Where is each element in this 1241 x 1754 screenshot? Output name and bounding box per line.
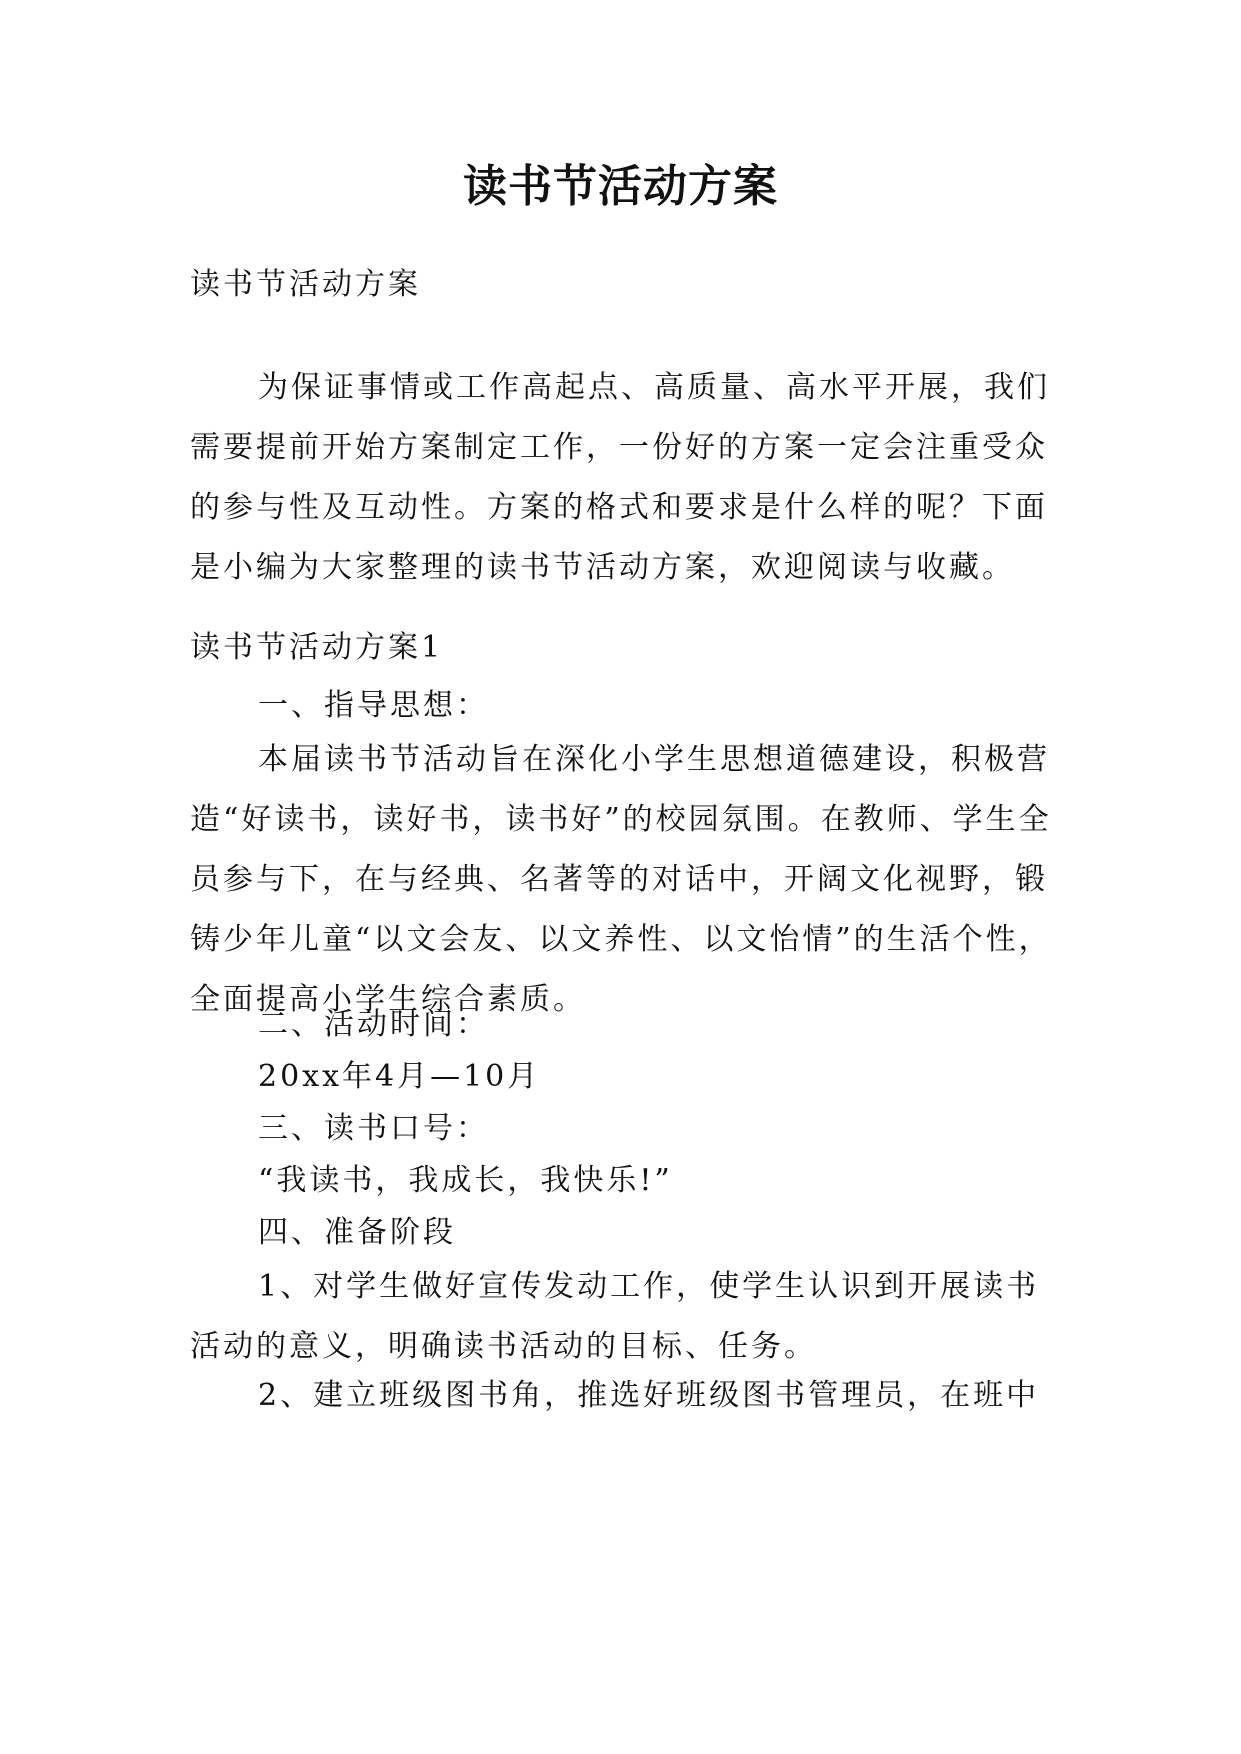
section-title: 读书节活动方案1 bbox=[190, 630, 444, 665]
activity-time-value: 20xx年4月—10月 bbox=[258, 1059, 541, 1094]
heading-slogan: 三、读书口号： bbox=[258, 1111, 489, 1146]
slogan-text: “我读书，我成长，我快乐!” bbox=[258, 1163, 673, 1198]
heading-activity-time: 二、活动时间： bbox=[258, 1007, 489, 1042]
intro-paragraph: 为保证事情或工作高起点、高质量、高水平开展，我们需要提前开始方案制定工作，一份好的方案一定会注重受众的参与性及互动性。方案的格式和要求是什么样的呢？下面是小编为大家整理的读书节活动方案，欢迎阅读与收藏。 bbox=[190, 370, 1050, 585]
heading-preparation: 四、准备阶段 bbox=[258, 1215, 456, 1250]
preparation-item-2: 2、建立班级图书角，推选好班级图书管理员，在班中 bbox=[258, 1378, 1040, 1413]
document-title: 读书节活动方案 bbox=[463, 161, 778, 212]
heading-guiding-thought: 一、指导思想： bbox=[258, 688, 489, 723]
guiding-thought-paragraph: 本届读书节活动旨在深化小学生思想道德建设，积极营造“好读书，读好书，读书好”的校园氛围。在教师、学生全员参与下，在与经典、名著等的对话中，开阔文化视野，锻铸少年儿童“以文会友、以文养性、以文怡情”的生活个性，全面提高小学生综合素质。 bbox=[190, 742, 1052, 1017]
preparation-item-1: 1、对学生做好宣传发动工作，使学生认识到开展读书活动的意义，明确读书活动的目标、任务。 bbox=[190, 1269, 1040, 1364]
document-subtitle: 读书节活动方案 bbox=[190, 267, 421, 302]
